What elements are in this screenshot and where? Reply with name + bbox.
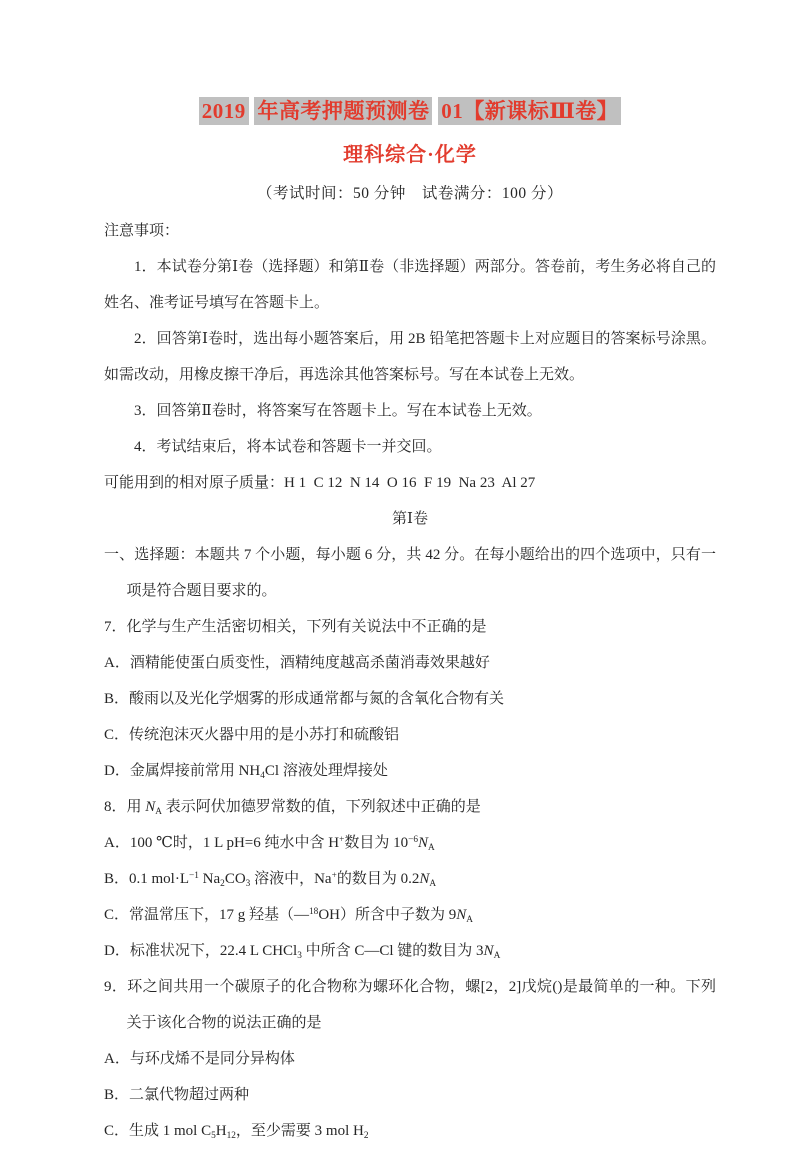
question-8-stem: 8．用 $N_A$ 表示阿伏加德罗常数的值，下列叙述中正确的是 bbox=[104, 799, 481, 817]
question-7 bbox=[104, 609, 716, 789]
question-7-stem: 7．化学与生产生活密切相关，下列有关说法中不正确的是 bbox=[104, 619, 487, 635]
question-8-option-b: B．0.1 $mol\cdot L^{-1}$ $Na_2CO_3$ 溶液中，Na+的数目为 $0.2N_A$ bbox=[104, 870, 437, 889]
question-8-option-c: C．常温常压下，17 g 羟基（—$^{18}$OH）所含中子数为 $9N_A$ bbox=[104, 906, 473, 925]
notice-item-2: 2．回答第Ⅰ卷时，选出每小题答案后，用 2B 铅笔把答题卡上对应题目的答案标号涂黑。如需改动，用橡皮擦干净后，再选涂其他答案标号。写在本试卷上无效。 bbox=[104, 331, 716, 383]
question-9 bbox=[104, 969, 716, 1149]
exam-title-part-2: 年高考押题预测卷 bbox=[254, 97, 432, 125]
question-7-option-d: D．金属焊接前常用 $NH_4Cl$ 溶液处理焊接处 bbox=[104, 763, 388, 781]
exam-subtitle: 理科综合·化学 bbox=[343, 144, 477, 166]
exam-title-part-1: 2019 bbox=[199, 97, 249, 125]
question-7-option-c: C．传统泡沫灭火器中用的是小苏打和硫酸铝 bbox=[104, 727, 400, 743]
question-9-option-b: B．二氯代物超过两种 bbox=[104, 1087, 250, 1103]
question-9-stem: 9．环之间共用一个碳原子的化合物称为螺环化合物，螺[2，2]戊烷()是最简单的一种。下列关于该化合物的说法正确的是 bbox=[104, 979, 716, 1031]
notice-item-3: 3．回答第Ⅱ卷时，将答案写在答题卡上。写在本试卷上无效。 bbox=[134, 403, 542, 419]
question-8-option-a: A．100 ℃时，1 L pH=6 纯水中含 H+数目为 $10^{-6}N_A$ bbox=[104, 834, 435, 853]
section-1-header: 第Ⅰ卷 bbox=[392, 511, 428, 527]
question-7-option-b: B．酸雨以及光化学烟雾的形成通常都与氮的含氧化合物有关 bbox=[104, 691, 505, 707]
section-1-intro: 一、选择题：本题共 7 个小题，每小题 6 分，共 42 分。在每小题给出的四个选项中，只有一项是符合题目要求的。 bbox=[104, 547, 716, 599]
question-8 bbox=[104, 789, 716, 969]
exam-body bbox=[104, 213, 716, 1149]
question-9-option-a: A．与环戊烯不是同分异构体 bbox=[104, 1051, 295, 1067]
exam-title-part-3: 01【新课标Ⅲ卷】 bbox=[438, 97, 621, 125]
notice-item-1: 1．本试卷分第Ⅰ卷（选择题）和第Ⅱ卷（非选择题）两部分。答卷前，考生务必将自己的姓名、准考证号填写在答题卡上。 bbox=[104, 259, 716, 311]
question-7-option-a: A．酒精能使蛋白质变性，酒精纯度越高杀菌消毒效果越好 bbox=[104, 655, 490, 671]
question-8-option-d: D．标准状况下，22.4 L CHCl$_3$ 中所含 C—Cl 键的数目为 $3N_A$ bbox=[104, 943, 501, 961]
exam-title bbox=[104, 96, 716, 126]
atomic-masses-line: 可能用到的相对原子质量：H 1 C 12 N 14 O 16 F 19 Na 23 Al 27 bbox=[104, 475, 536, 491]
exam-time-score-line: （考试时间：50 分钟 试卷满分：100 分） bbox=[256, 185, 563, 202]
question-9-option-c: C．生成 1 mol $C_5H_{12}$，至少需要 3 mol $H_2$ bbox=[104, 1123, 369, 1141]
notice-item-4: 4．考试结束后，将本试卷和答题卡一并交回。 bbox=[134, 439, 442, 455]
notice-heading: 注意事项： bbox=[104, 223, 180, 239]
